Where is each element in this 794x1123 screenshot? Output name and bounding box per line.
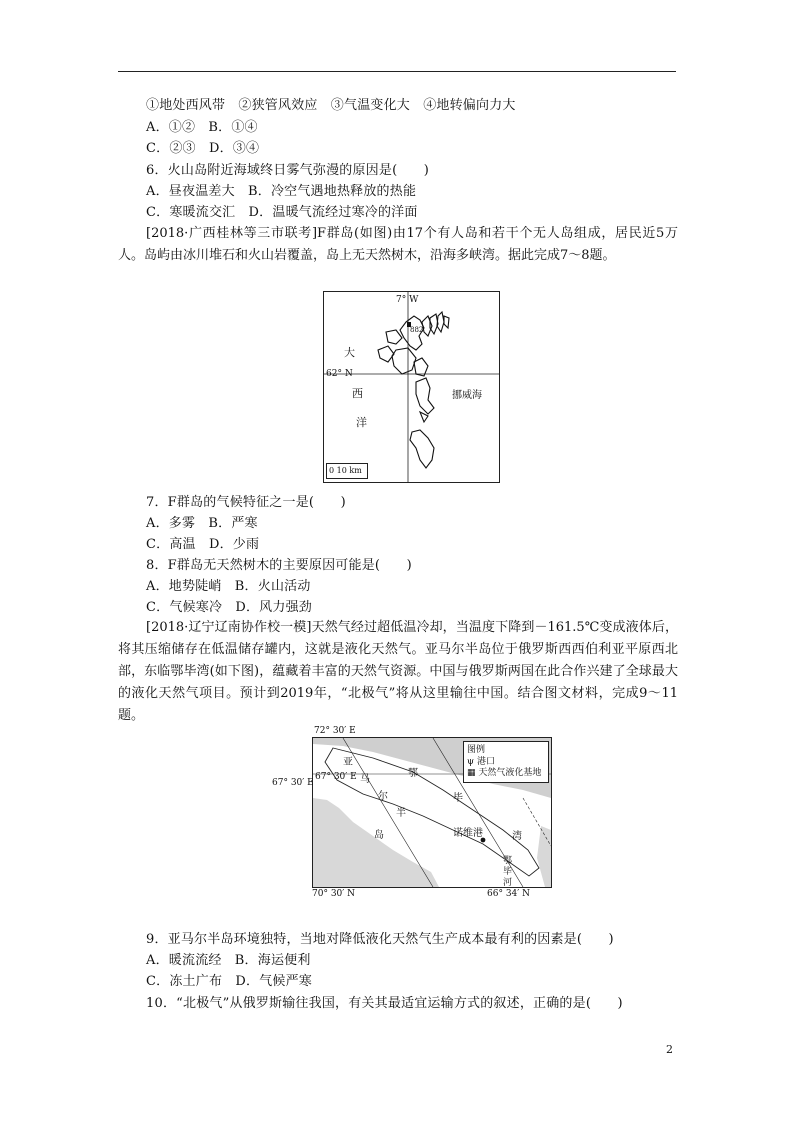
faroe-map <box>323 291 500 483</box>
q5-options-row1: A．①② B．①④ <box>146 120 258 135</box>
peninsula-char-4: 半 <box>396 808 406 819</box>
yamal-lat-left-outer-label: 67° 30′ E <box>272 778 314 788</box>
atlantic-label-2: 西 <box>352 387 363 400</box>
legend-port <box>467 757 495 767</box>
passage-yamal: [2018·辽宁辽南协作校一模]天然气经过超低温冷却，当温度下降到－161.5℃变成液体后，将其压缩储存在低温储存罐内，这就是液化天然气。亚马尔半岛位于俄罗斯西西伯利亚平原西北部，东临鄂毕湾(如下图)，蕴藏着丰富的天然气资源。中国与俄罗斯两国在此合作兴建了全球最大的液化天然气项目。预计到2019年，“北极气”将从这里输往中国。结合图文材料，完成9～11题。 <box>118 620 678 723</box>
atlantic-label-3: 洋 <box>356 416 367 429</box>
bay-char-2: 毕 <box>453 793 463 804</box>
river-char-1: 鄂 <box>503 856 513 866</box>
bay-char-3: 湾 <box>512 831 522 842</box>
q6-stem: 6．火山岛附近海域终日雾气弥漫的原因是( ) <box>146 163 430 178</box>
faroe-map-drawing <box>324 292 499 482</box>
island-outlines <box>378 312 449 468</box>
scale-label: 0 10 km <box>329 466 362 475</box>
legend-lng-label: 天然气液化基地 <box>478 768 542 778</box>
q6-options-row2: C．寒暖流交汇 D．温暖气流经过寒冷的洋面 <box>146 205 418 220</box>
q8-options-row2: C．气候寒冷 D．风力强劲 <box>146 600 312 615</box>
q9-options-row2: C．冻土广布 D．气候严寒 <box>146 974 312 989</box>
faroe-elevation-label: 882 <box>410 326 424 334</box>
faroe-lon-label: 7° W <box>396 295 419 305</box>
peninsula-char-2: 马 <box>360 774 370 785</box>
q9-options-row1: A．暖流流经 B．海运便利 <box>146 953 311 968</box>
yamal-lon-bottom-right-label: 66° 34′ N <box>487 889 531 899</box>
passage-faroe: [2018·广西桂林等三市联考]F群岛(如图)由17个有人岛和若干个无人岛组成，居民近5万人。岛屿由冰川堆石和火山岩覆盖，岛上无天然树木，沿海多峡湾。据此完成7～8题。 <box>118 226 678 263</box>
q7-stem: 7．F群岛的气候特征之一是( ) <box>146 495 346 510</box>
faroe-lat-label: 62° N <box>326 369 353 379</box>
legend-title: 图例 <box>467 745 486 755</box>
q7-options-row2: C．高温 D．少雨 <box>146 537 260 552</box>
peninsula-char-1: 亚 <box>343 757 353 768</box>
river-char-3: 河 <box>503 878 513 888</box>
scale-bar <box>326 463 368 479</box>
q5-options-row2: C．②③ D．③④ <box>146 141 260 156</box>
bay-char-1: 鄂 <box>408 768 418 779</box>
yamal-lat-left-label: 67° 30′ E <box>315 772 357 782</box>
q5-statements: ①地处西风带 ②狭管风效应 ③气温变化大 ④地转偏向力大 <box>146 98 516 113</box>
peninsula-char-3: 尔 <box>378 791 388 802</box>
port-icon: ψ <box>467 757 475 767</box>
yamal-lon-bottom-left-label: 70° 30′ N <box>312 889 356 899</box>
q9-stem: 9．亚马尔半岛环境独特，当地对降低液化天然气生产成本最有利的因素是( ) <box>146 932 614 947</box>
q6-options-row1: A．昼夜温差大 B．冷空气遇地热释放的热能 <box>146 184 417 199</box>
yamal-lon-top-label: 72° 30′ E <box>314 726 356 736</box>
q7-options-row1: A．多雾 B．严寒 <box>146 516 258 531</box>
norwegian-sea-label: 挪威海 <box>452 390 482 401</box>
peninsula-char-5: 岛 <box>374 830 384 841</box>
legend-lng <box>467 768 541 778</box>
legend-port-label: 港口 <box>476 757 495 767</box>
page-number: 2 <box>666 1043 673 1056</box>
q8-options-row1: A．地势陡峭 B．火山活动 <box>146 579 311 594</box>
yamal-map <box>312 737 552 888</box>
lng-base-icon: ▦ <box>467 768 476 778</box>
port-label: 诺维港 <box>453 828 483 839</box>
header-rule <box>118 71 676 72</box>
q8-stem: 8．F群岛无天然树木的主要原因可能是( ) <box>146 558 412 573</box>
atlantic-label-1: 大 <box>344 346 355 359</box>
q10-stem: 10．“北极气”从俄罗斯输往我国，有关其最适宜运输方式的叙述，正确的是( ) <box>146 996 623 1011</box>
legend-box <box>463 741 549 783</box>
river-char-2: 毕 <box>503 867 513 877</box>
